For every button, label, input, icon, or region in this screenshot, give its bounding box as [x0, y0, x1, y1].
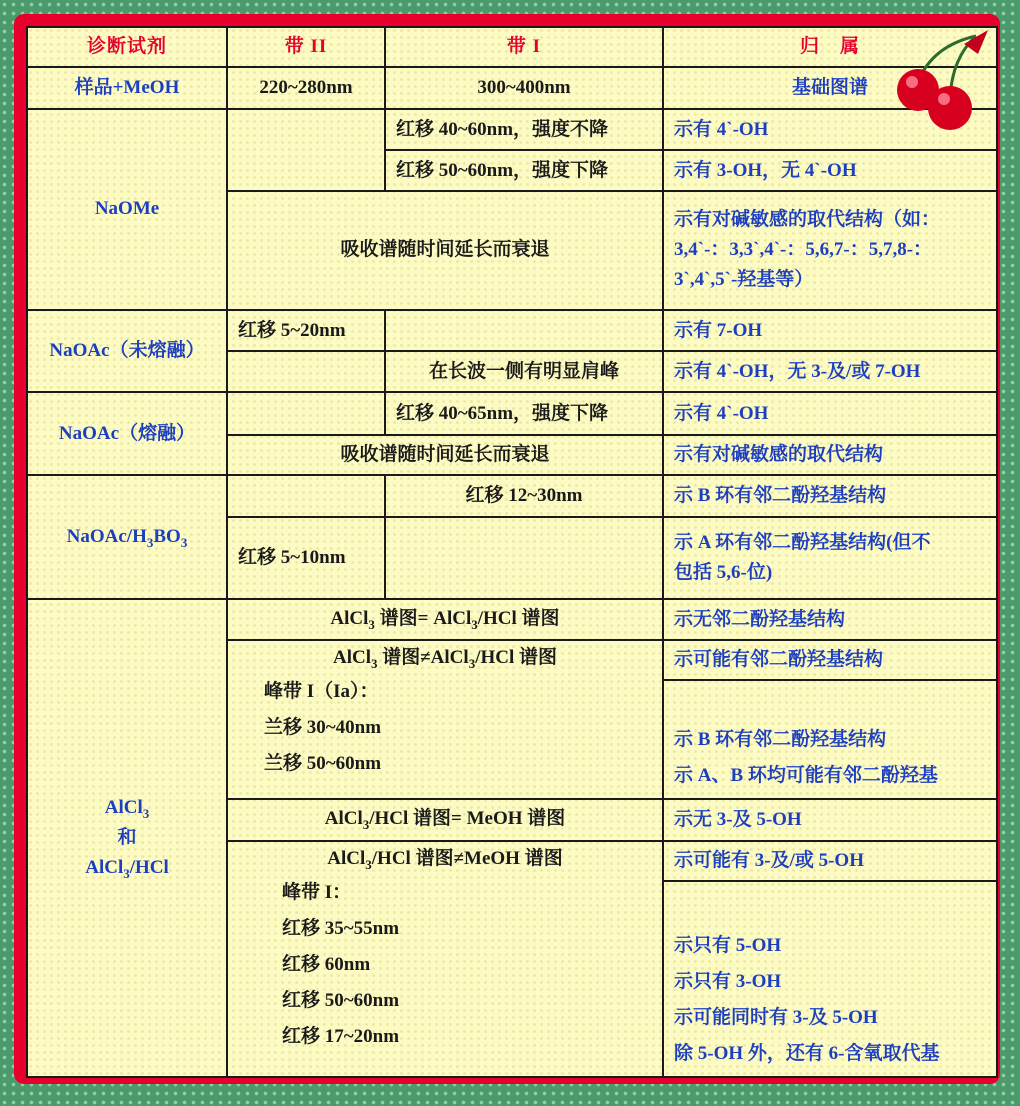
merged-band-cell: 吸收谱随时间延长而衰退: [227, 191, 663, 310]
band-line: 红移 60nm: [282, 953, 371, 975]
band-text: AlCl: [327, 847, 366, 869]
band1-cell: 红移 12~30nm: [385, 475, 663, 516]
subscript: 3: [362, 817, 370, 833]
reagent-cell: NaOAc（熔融）: [27, 392, 227, 475]
reagent-cell: 样品+MeOH: [27, 67, 227, 108]
reagent-text: AlCl: [85, 856, 124, 878]
reagent-text: /HCl: [129, 856, 169, 878]
band-line: 兰移 30~40nm: [264, 716, 382, 738]
attribution-line: 示可能同时有 3-及 5-OH: [674, 1006, 878, 1028]
merged-band-cell: 吸收谱随时间延长而衰退: [227, 435, 663, 475]
attribution-line: 除 5-OH 外，还有 6-含氧取代基: [674, 1042, 940, 1064]
merged-band-cell: [227, 599, 663, 639]
subscript: 3: [468, 655, 476, 671]
attribution-cell: 示有 4`-OH: [663, 109, 997, 150]
merged-band-cell: [227, 841, 663, 1077]
band1-cell: 在长波一侧有明显肩峰: [385, 351, 663, 392]
reagent-text: NaOAc/H: [66, 525, 147, 547]
table-row: [27, 475, 997, 516]
reagent-text: AlCl: [104, 796, 143, 818]
table-row: [27, 599, 997, 639]
attribution-line: 3,4`-：3,3`,4`-：5,6,7-：5,7,8-：: [674, 238, 933, 260]
reagent-cell: [27, 599, 227, 1077]
attribution-cell: 示有 4`-OH: [663, 392, 997, 434]
table-row: [27, 310, 997, 351]
header-band2: 带 II: [227, 27, 385, 67]
band-text: AlCl: [333, 646, 371, 668]
band-line: 红移 50~60nm: [282, 989, 400, 1011]
band-line: 峰带 I（Ia）：: [264, 680, 379, 702]
band-text: 谱图= AlCl: [374, 608, 472, 630]
band2-cell: [227, 351, 385, 392]
band-line: [238, 643, 652, 674]
merged-band-cell: [227, 640, 663, 800]
reagent-line: 和: [117, 827, 137, 849]
subscript: 3: [180, 534, 188, 550]
band-text: /HCl 谱图= MeOH 谱图: [369, 808, 566, 830]
header-row: [27, 27, 997, 67]
subscript: 3: [371, 655, 378, 671]
band-text: AlCl: [330, 608, 369, 630]
band1-cell: [385, 517, 663, 600]
header-attribution: 归 属: [663, 27, 997, 67]
band1-cell: [385, 310, 663, 351]
attribution-cell: 基础图谱: [663, 67, 997, 108]
band-line: [238, 844, 652, 875]
attribution-cell: 示有 3-OH，无 4`-OH: [663, 150, 997, 190]
attribution-cell: [663, 881, 997, 1077]
table-row: [27, 109, 997, 150]
attribution-cell: 示有 4`-OH，无 3-及/或 7-OH: [663, 351, 997, 392]
table-row: [27, 67, 997, 108]
attribution-cell: 示可能有 3-及/或 5-OH: [663, 841, 997, 881]
band1-cell: 红移 40~60nm，强度不降: [385, 109, 663, 150]
attribution-cell: 示有 7-OH: [663, 310, 997, 351]
attribution-cell: [663, 517, 997, 600]
band-text: /HCl 谱图: [475, 646, 557, 668]
attribution-cell: 示有对碱敏感的取代结构: [663, 435, 997, 475]
band1-cell: 红移 50~60nm，强度下降: [385, 150, 663, 190]
attribution-cell: 示无邻二酚羟基结构: [663, 599, 997, 639]
reagent-cell: [27, 475, 227, 599]
band2-cell: [227, 475, 385, 516]
header-reagent: 诊断试剂: [27, 27, 227, 67]
attribution-line: 3`,4`,5`-羟基等）: [674, 269, 814, 291]
subscript: 3: [365, 856, 372, 872]
attribution-cell: 示可能有邻二酚羟基结构: [663, 640, 997, 680]
reagent-text: BO: [153, 525, 181, 547]
band2-cell: 220~280nm: [227, 67, 385, 108]
band-line: 红移 17~20nm: [282, 1025, 400, 1047]
attribution-line: 包括 5,6-位): [674, 561, 773, 583]
flavonoid-uv-diagnostic-table: [26, 26, 998, 1078]
subscript: 3: [142, 805, 150, 821]
subscript: 3: [368, 616, 375, 632]
band2-cell: 红移 5~10nm: [227, 517, 385, 600]
cherry-icon: [892, 24, 1002, 136]
band-text: AlCl: [324, 808, 363, 830]
subscript: 3: [471, 616, 478, 632]
merged-band-cell: [227, 799, 663, 840]
attribution-line: 示只有 5-OH: [674, 934, 782, 956]
band1-cell: 300~400nm: [385, 67, 663, 108]
attribution-line: 示 B 环有邻二酚羟基结构: [674, 729, 887, 751]
band-line: 峰带 I：: [282, 881, 352, 903]
attribution-line: 示只有 3-OH: [674, 970, 782, 992]
band2-cell: [227, 109, 385, 191]
reagent-line: [38, 793, 216, 824]
band2-cell: 红移 5~20nm: [227, 310, 385, 351]
attribution-line: 示 A 环有邻二酚羟基结构(但不: [674, 531, 931, 553]
subscript: 3: [146, 534, 154, 550]
attribution-cell: [663, 191, 997, 310]
attribution-cell: 示无 3-及 5-OH: [663, 799, 997, 840]
reagent-cell: NaOAc（未熔融）: [27, 310, 227, 393]
attribution-cell: 示 B 环有邻二酚羟基结构: [663, 475, 997, 516]
reagent-cell: NaOMe: [27, 109, 227, 310]
band1-cell: 红移 40~65nm，强度下降: [385, 392, 663, 434]
band-line: 兰移 50~60nm: [264, 752, 382, 774]
attribution-cell: [663, 680, 997, 799]
reagent-line: [38, 853, 216, 884]
band2-cell: [227, 392, 385, 434]
band-text: /HCl 谱图≠MeOH 谱图: [371, 847, 563, 869]
subscript: 3: [123, 865, 130, 881]
band-text: /HCl 谱图: [477, 608, 560, 630]
attribution-line: 示 A、B 环均可能有邻二酚羟基: [674, 765, 938, 787]
attribution-line: 示有对碱敏感的取代结构（如：: [674, 208, 941, 230]
table-row: [27, 392, 997, 434]
header-band1: 带 I: [385, 27, 663, 67]
band-line: 红移 35~55nm: [282, 917, 400, 939]
band-text: 谱图≠AlCl: [377, 646, 469, 668]
